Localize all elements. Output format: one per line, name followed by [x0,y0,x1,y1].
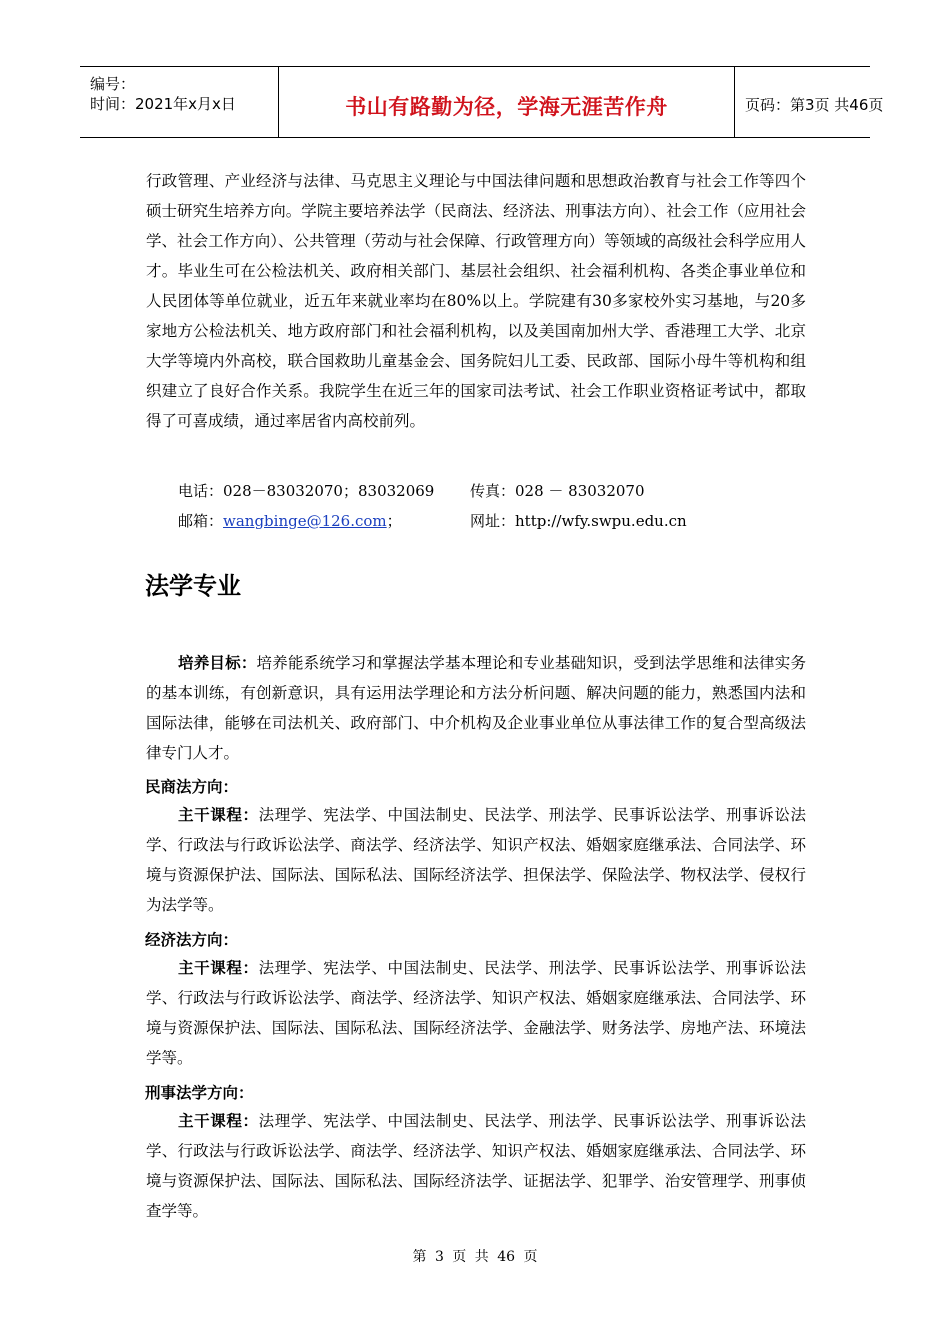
contact-email-label: 邮箱： [178,512,224,530]
direction-criminal-law-title: 刑事法学方向： [145,1084,254,1102]
header-left-cell [80,67,279,137]
header-page-cell [735,67,884,137]
contact-fax: 传真：028 － 83032070 [470,482,645,500]
course-label: 主干课程： [178,959,259,977]
section-title: 法学专业 [145,572,241,600]
direction-economic-law-title: 经济法方向： [145,931,239,949]
course-list: 法理学、宪法学、中国法制史、民法学、刑法学、民事诉讼法学、刑事诉讼法学、行政法与行政诉讼法学、商法学、经济法学、知识产权法、婚姻家庭继承法、合同法学、环境与资源保护法、国际法、国际私法、国际经济法学、担保法学、保险法学、物权法学、侵权行为法学等。 [146,806,806,914]
training-goal-paragraph [146,648,806,768]
header-page-code: 页码：第3页 共46页 [745,96,884,114]
contact-email-suffix: ； [386,512,402,530]
contact-phone: 电话：028－83032070；83032069 [178,482,435,500]
training-goal-text: 培养能系统学习和掌握法学基本理论和专业基础知识，受到法学思维和法律实务的基本训练，有创新意识，具有运用法学理论和方法分析问题、解决问题的能力，熟悉国内法和国际法律，能够在司法机关、政府部门、中介机构及企业事业单位从事法律工作的复合型高级法律专门人才。 [146,654,806,762]
page-footer: 第 3 页 共 46 页 [412,1249,538,1265]
intro-paragraph: 行政管理、产业经济与法律、马克思主义理论与中国法律问题和思想政治教育与社会工作等四个硕士研究生培养方向。学院主要培养法学（民商法、经济法、刑事法方向）、社会工作（应用社会学、社会工作方向）、公共管理（劳动与社会保障、行政管理方向）等领域的高级社会科学应用人才。毕业生可在公检法机关、政府相关部门、基层社会组织、社会福利机构、各类企事业单位和人民团体等单位就业，近五年来就业率均在80%以上。学院建有30多家校外实习基地，与20多家地方公检法机关、地方政府部门和社会福利机构，以及美国南加州大学、香港理工大学、北京大学等境内外高校，联合国救助儿童基金会、国务院妇儿工委、民政部、国际小母牛等机构和组织建立了良好合作关系。我院学生在近三年的国家司法考试、社会工作职业资格证考试中，都取得了可喜成绩，通过率居省内高校前列。 [146,172,806,430]
course-label: 主干课程： [178,806,259,824]
direction-economic-law-courses [146,953,806,1073]
direction-civil-commercial-courses [146,800,806,920]
course-list: 法理学、宪法学、中国法制史、民法学、刑法学、民事诉讼法学、刑事诉讼法学、行政法与行政诉讼法学、商法学、经济法学、知识产权法、婚姻家庭继承法、合同法学、环境与资源保护法、国际法、国际私法、国际经济法学、金融法学、财务法学、房地产法、环境法学等。 [146,959,806,1067]
header-motto-cell [279,67,735,137]
contact-email-row [178,510,402,531]
course-label: 主干课程： [178,1112,259,1130]
header-motto: 书山有路勤为径，学海无涯苦作舟 [345,95,668,119]
course-list: 法理学、宪法学、中国法制史、民法学、刑法学、民事诉讼法学、刑事诉讼法学、行政法与行政诉讼法学、商法学、经济法学、知识产权法、婚姻家庭继承法、合同法学、环境与资源保护法、国际法、国际私法、国际经济法学、证据法学、犯罪学、治安管理学、刑事侦查学等。 [146,1112,806,1220]
doc-time-label: 时间：2021年x月x日 [90,95,236,113]
contact-website: 网址：http://wfy.swpu.edu.cn [470,512,687,530]
doc-number-label: 编号： [90,75,136,93]
page-header [80,66,884,138]
direction-criminal-law-courses [146,1106,806,1226]
training-goal-label: 培养目标： [178,654,257,672]
contact-email-link[interactable]: wangbinge@126.com [223,512,387,530]
direction-civil-commercial-title: 民商法方向： [145,778,239,796]
